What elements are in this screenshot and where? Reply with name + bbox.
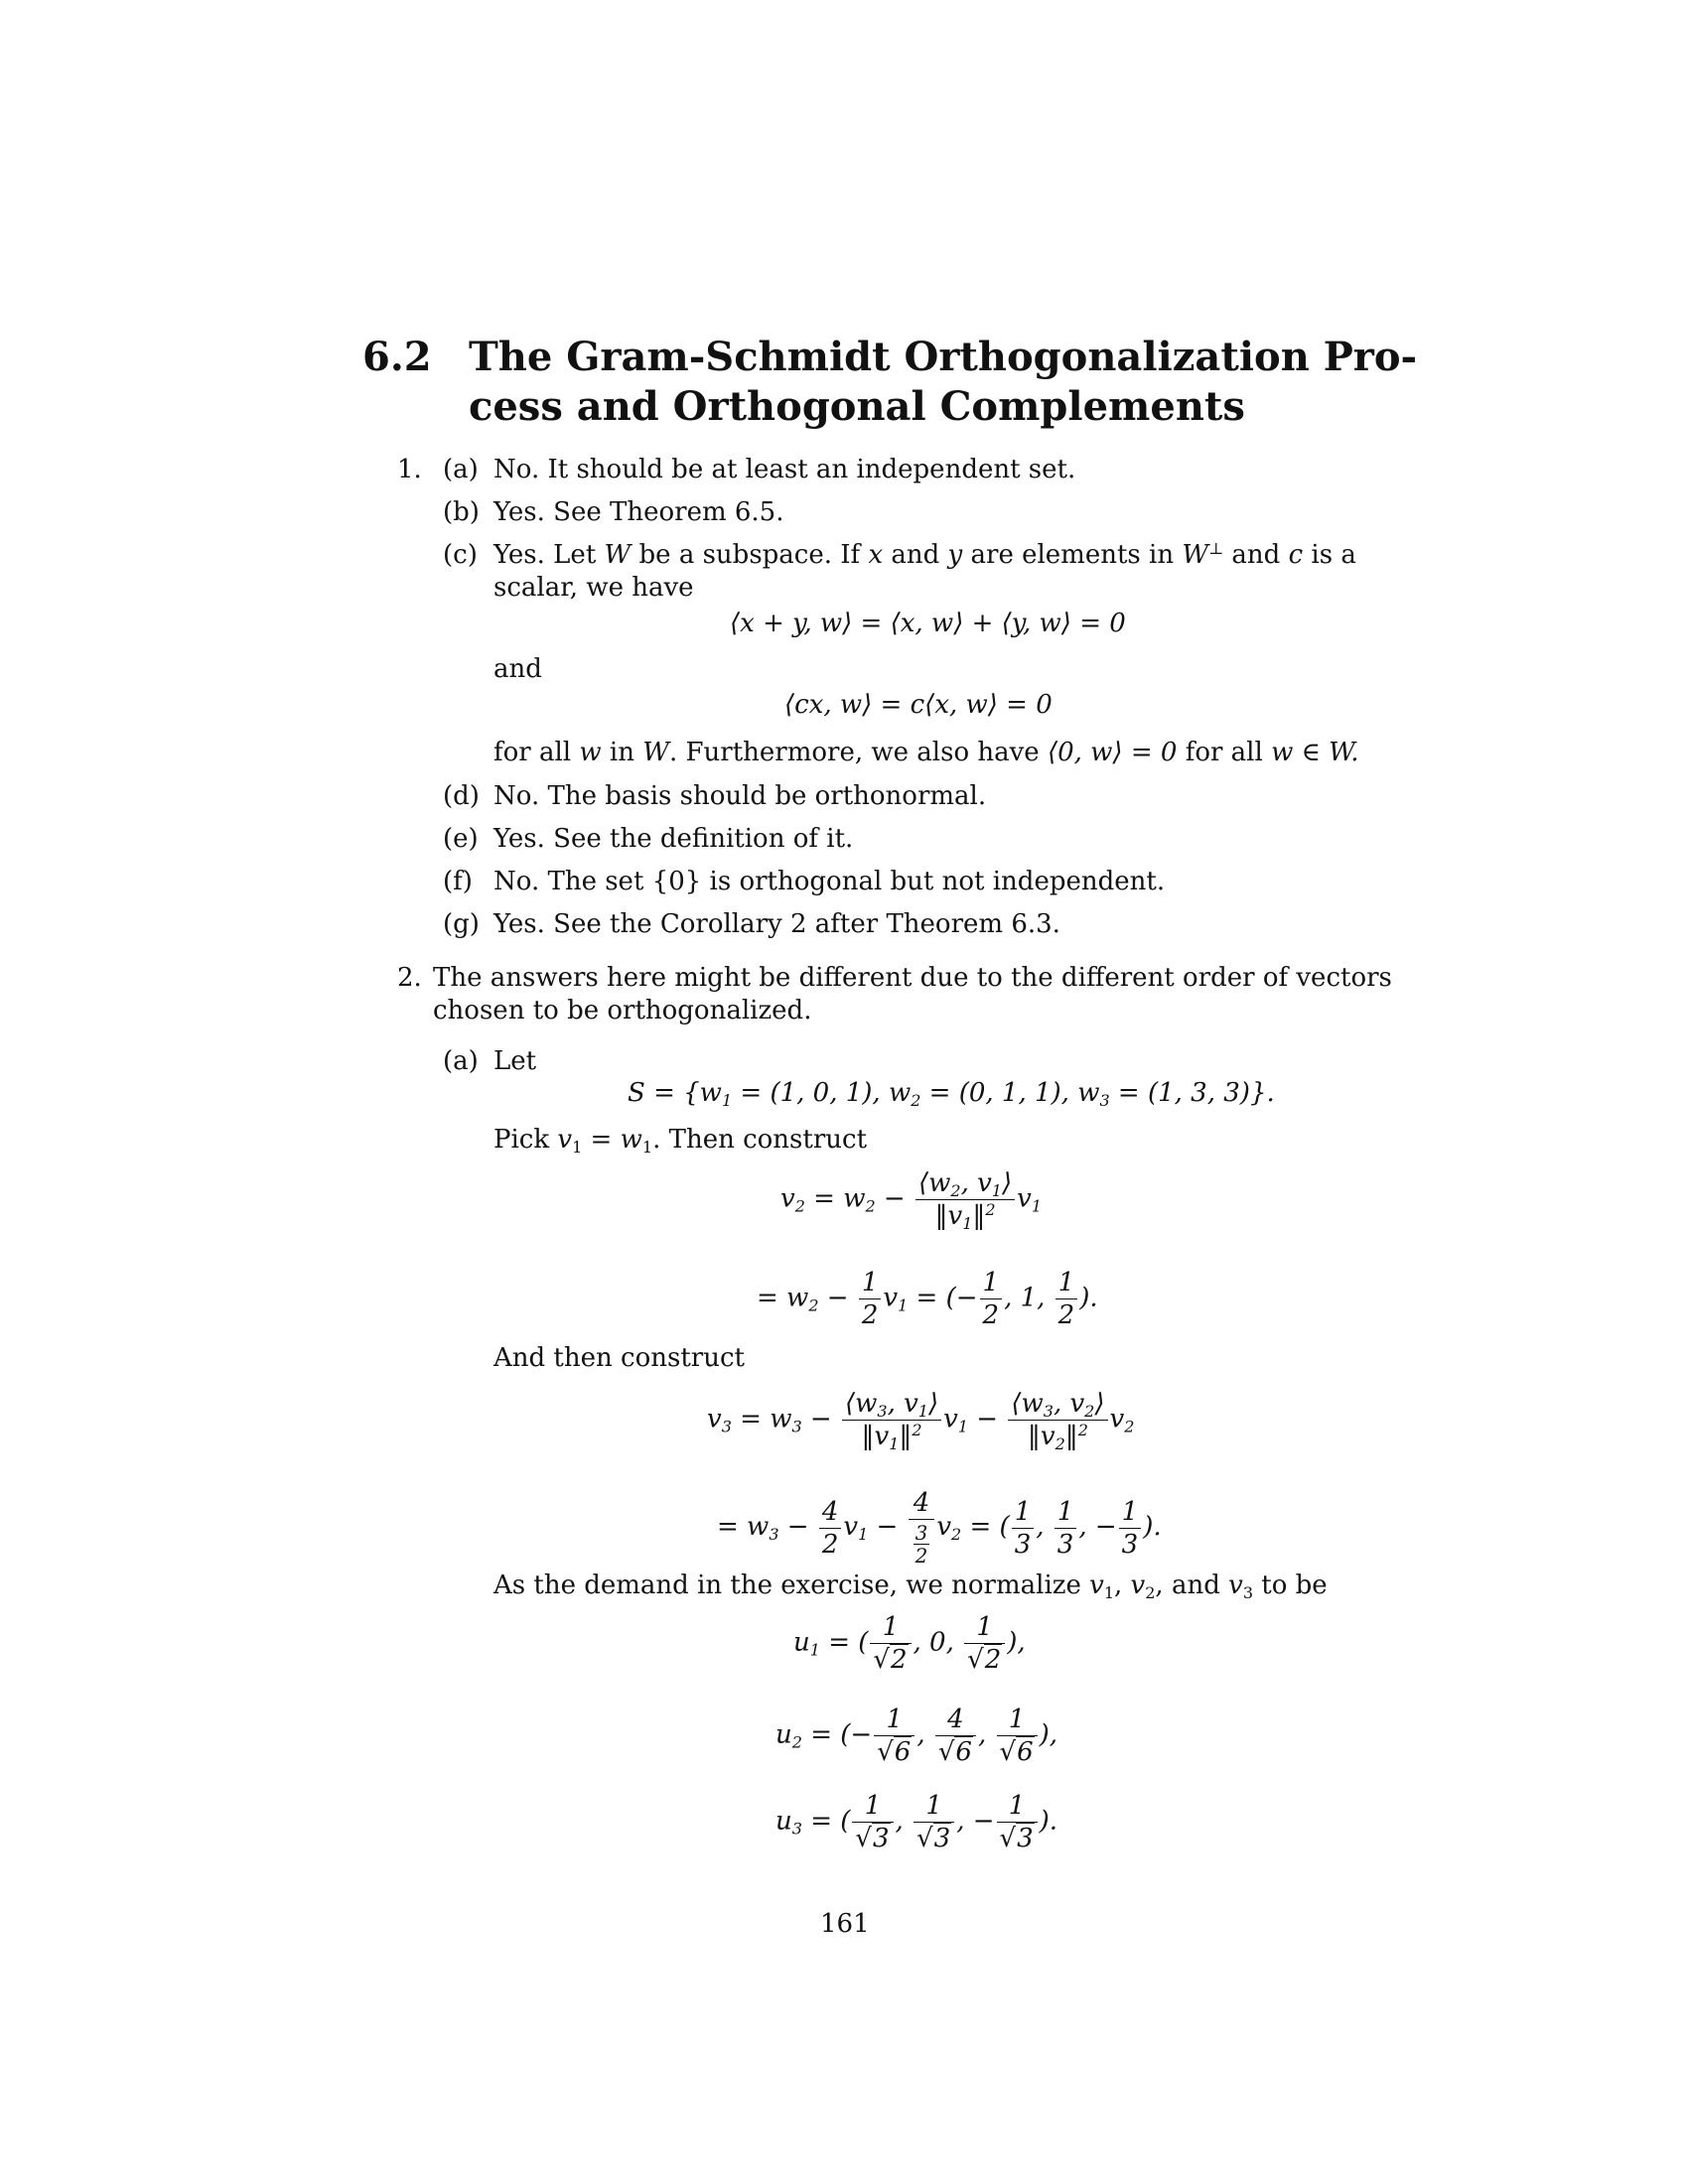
- q2a-let: Let: [493, 1046, 537, 1076]
- q1c-line3: for all w in W. Furthermore, we also have ⟨0, w⟩ = 0 for all w ∈ W.: [493, 738, 1359, 767]
- u2-vector: $u_2$ = (− $\frac{1}{√6}$ , $\frac{4}{√6}$ , $\frac{1}{√6}$ ),: [775, 1705, 1058, 1767]
- u1-vector: $u_1$ = ( $\frac{1}{√2}$ , 0, $\frac{1}{√2}$ ),: [793, 1612, 1026, 1675]
- section-title-line1: The Gram-Schmidt Orthogonalization Pro-: [469, 334, 1418, 380]
- q1f-text: No. The set {0} is orthogonal but not independent.: [493, 867, 1166, 896]
- set-s-definition: $S = \{w_1 = (1$, 0, 1), $w_2 = (0$, 1, 1), $w_3 = (1$, 3, 3)}.: [628, 1078, 1275, 1110]
- q1-number: 1.: [397, 455, 422, 484]
- q1d-text: No. The basis should be orthonormal.: [493, 781, 987, 811]
- q1c-line2: scalar, we have: [493, 573, 694, 603]
- section-number: 6.2: [362, 334, 432, 380]
- and-then-construct: And then construct: [493, 1343, 745, 1373]
- q1a-label: (a): [443, 455, 479, 484]
- v3-formula: $v_3 = w_3$ − $\frac{⟨w_3, v_1⟩}{‖v_1‖^2}$ $v_1$ − $\frac{⟨w_3, v_2⟩}{‖v_2‖^2}$ $v_2$: [707, 1389, 1135, 1453]
- section-title-line2: cess and Orthogonal Complements: [469, 383, 1245, 430]
- q1c-equation-scalar: ⟨cx, w⟩ = c⟨x, w⟩ = 0: [784, 690, 1053, 720]
- q1g-text: Yes. See the Corollary 2 after Theorem 6.3.: [493, 909, 1060, 939]
- q1c-equation-sum: ⟨x + y, w⟩ = ⟨x, w⟩ + ⟨y, w⟩ = 0: [730, 609, 1126, 638]
- q1c-line1: Yes. Let W be a subspace. If x and y are elements in W⊥ and c is a: [493, 539, 1356, 570]
- u3-vector: $u_3$ = ( $\frac{1}{√3}$ , $\frac{1}{√3}$ , − $\frac{1}{√3}$ ).: [775, 1791, 1058, 1853]
- q1c-and: and: [493, 654, 542, 684]
- v2-result: = $w_2$ − $\frac{1}{2}$ $v_1$ = (− $\frac{1}{2}$ , 1, $\frac{1}{2}$ ).: [757, 1268, 1098, 1330]
- q1c-label: (c): [443, 540, 478, 570]
- q1e-text: Yes. See the definition of it.: [493, 824, 854, 854]
- v2-formula: $v_2 = w_2$ − $\frac{⟨w_2, v_1⟩}{‖v_1‖^2}$ $v_1$: [780, 1168, 1043, 1233]
- q2a-label: (a): [443, 1046, 479, 1076]
- q1a-text: No. It should be at least an independent set.: [493, 455, 1076, 484]
- v3-result: = $w_3$ − $\frac{4}{2}$ $v_1$ − $\frac{4}{\frac{3}{2}}$ $v_2$ = ( $\frac{1}{3}$ , $\frac{1}{3}$ , − $\frac{1}{3}$ ).: [717, 1488, 1162, 1568]
- q1b-text: Yes. See Theorem 6.5.: [493, 497, 784, 527]
- q1d-label: (d): [443, 781, 480, 811]
- normalize-line: As the demand in the exercise, we normalize $v_1$, $v_2$, and $v_3$ to be: [493, 1570, 1328, 1602]
- pick-line: Pick $v_1 = w_1$. Then construct: [493, 1125, 868, 1157]
- q2-intro-line1: The answers here might be different due to the different order of vectors: [433, 963, 1392, 993]
- q1e-label: (e): [443, 824, 479, 854]
- q2-intro-line2: chosen to be orthogonalized.: [433, 996, 812, 1025]
- q2-number: 2.: [397, 963, 422, 993]
- page-number: 161: [820, 1909, 870, 1939]
- q1b-label: (b): [443, 497, 480, 527]
- q1g-label: (g): [443, 909, 480, 939]
- q1f-label: (f): [443, 867, 473, 896]
